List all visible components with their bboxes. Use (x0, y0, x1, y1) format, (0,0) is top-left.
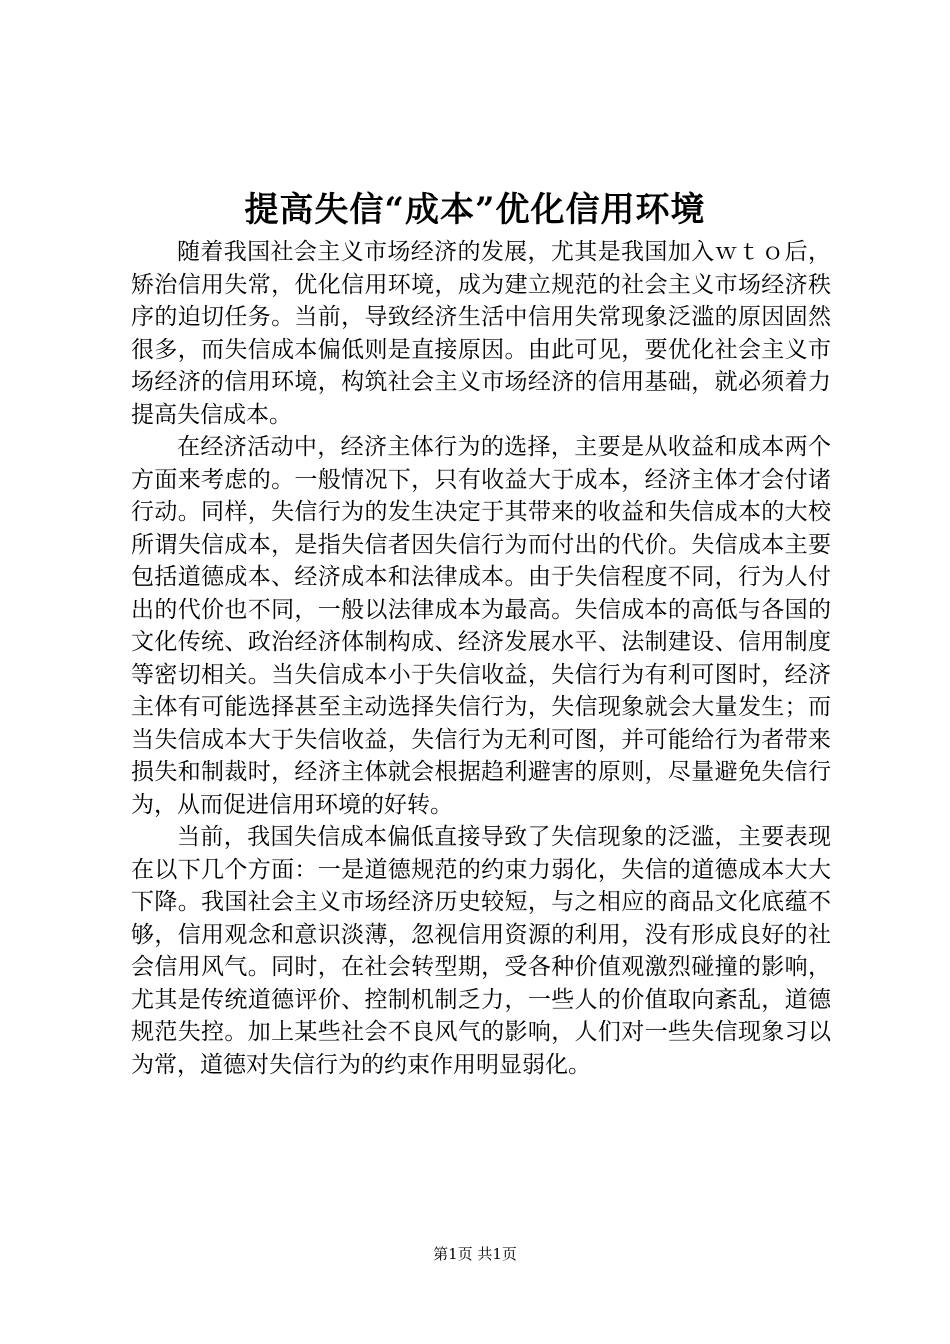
page-footer: 第1页 共1页 (433, 1245, 517, 1263)
paragraph-2: 在经济活动中，经济主体行为的选择，主要是从收益和成本两个方面来考虑的。一般情况下，只有收益大于成本，经济主体才会付诸行动。同样，失信行为的发生决定于其带来的收益和失信成本的大校所谓失信成本，是指失信者因失信行为而付出的代价。失信成本主要包括道德成本、经济成本和法律成本。由于失信程度不同，行为人付出的代价也不同，一般以法律成本为最高。失信成本的高低与各国的文化传统、政治经济体制构成、经济发展水平、法制建设、信用制度等密切相关。当失信成本小于失信收益，失信行为有利可图时，经济主体有可能选择甚至主动选择失信行为，失信现象就会大量发生；而当失信成本大于失信收益，失信行为无利可图，并可能给行为者带来损失和制裁时，经济主体就会根据趋利避害的原则，尽量避免失信行为，从而促进信用环境的好转。 (131, 434, 831, 818)
document-body (131, 236, 831, 1081)
paragraph-1: 随着我国社会主义市场经济的发展，尤其是我国加入ｗｔｏ后，矫治信用失常，优化信用环境，成为建立规范的社会主义市场经济秩序的迫切任务。当前，导致经济生活中信用失常现象泛滥的原因固然很多，而失信成本偏低则是直接原因。由此可见，要优化社会主义市场经济的信用环境，构筑社会主义市场经济的信用基础，就必须着力提高失信成本。 (131, 239, 831, 428)
paragraph-3: 当前，我国失信成本偏低直接导致了失信现象的泛滥，主要表现在以下几个方面：一是道德规范的约束力弱化，失信的道德成本大大下降。我国社会主义市场经济历史较短，与之相应的商品文化底蕴不够，信用观念和意识淡薄，忽视信用资源的利用，没有形成良好的社会信用风气。同时，在社会转型期，受各种价值观激烈碰撞的影响，尤其是传统道德评价、控制机制乏力，一些人的价值取向紊乱，道德规范失控。加上某些社会不良风气的影响，人们对一些失信现象习以为常，道德对失信行为的约束作用明显弱化。 (131, 824, 831, 1078)
document-title: 提高失信“成本”优化信用环境 (244, 190, 706, 230)
